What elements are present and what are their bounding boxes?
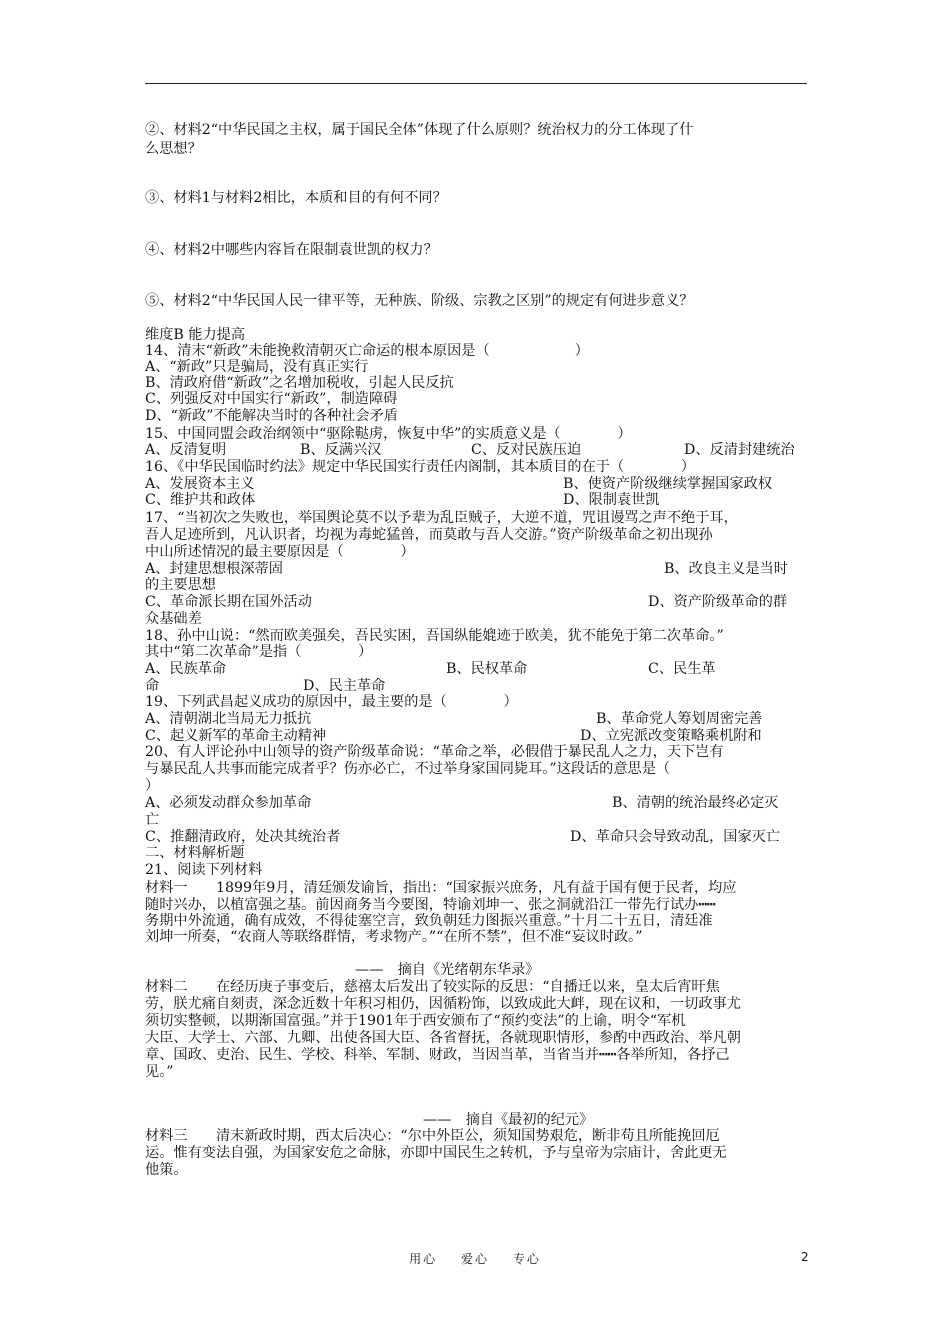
q19-option-d: D、立宪派改变策略乘机附和 xyxy=(580,728,762,744)
question-5: ⑤、材料2“中华民国人民一律平等，无种族、阶级、宗教之区别”的规定有何进步意义？ xyxy=(145,293,694,309)
q15-option-d: D、反清封建统治 xyxy=(684,442,795,458)
q18-option-c-cont: 命 xyxy=(145,678,160,694)
q15-option-a: A、反清复明 xyxy=(145,442,227,458)
q17-option-c: C、革命派长期在国外活动 xyxy=(145,594,312,610)
q20-option-b-cont: 亡 xyxy=(145,812,160,828)
question-4: ④、材料2中哪些内容旨在限制袁世凯的权力？ xyxy=(145,242,438,258)
material3-line1: 材料三 清末新政时期，西太后决心：“尔中外臣公，须知国势艰危，断非苟且所能挽回厄 xyxy=(145,1128,720,1144)
q14-option-d: D、“新政”不能解决当时的各种社会矛盾 xyxy=(145,408,398,424)
q17-line2: 吾人足迹所到，凡认识者，均视为毒蛇猛兽，而莫敢与吾人交游。”资产阶级革命之初出现孙 xyxy=(145,527,713,543)
q16-option-a: A、发展资本主义 xyxy=(145,476,255,492)
q20-option-b: B、清朝的统治最终必定灭 xyxy=(612,795,779,811)
q14-stem: 14、清末“新政”未能挽救清朝灭亡命运的根本原因是（ ） xyxy=(145,343,589,359)
header-rule xyxy=(145,83,807,84)
q18-line1: 18、孙中山说：“然而欧美强矣，吾民实困，吾国纵能媲迹于欧美，犹不能免于第二次革命。” xyxy=(145,628,724,644)
q20-option-d: D、革命只会导致动乱，国家灭亡 xyxy=(570,829,781,845)
material1-source: —— 摘自《光绪朝东华录》 xyxy=(355,962,540,978)
q19-stem: 19、下列武昌起义成功的原因中，最主要的是（ ） xyxy=(145,694,518,710)
material1-line2: 随时兴办，以植富强之基。前因商务当今要图，特谕刘坤一、张之洞就沿江一带先行试办┅┅ xyxy=(145,897,716,913)
q18-line2: 其中“第二次革命”是指（ ） xyxy=(145,644,373,660)
q16-option-d: D、限制袁世凯 xyxy=(563,492,660,508)
q17-option-b-cont: 的主要思想 xyxy=(145,577,216,593)
material2-line4: 大臣、大学士、六部、九卿、出使各国大臣、各省督抚，各就现职情形，参酌中西政治、举凡朝 xyxy=(145,1030,741,1046)
q20-line2: 与暴民乱人共事而能完成者乎？伤亦必亡，不过举身家国同毙耳。”这段话的意思是（ xyxy=(145,761,671,777)
material2-line6: 见。” xyxy=(145,1064,174,1080)
page-number: 2 xyxy=(801,1250,809,1264)
material1-line1: 材料一 1899年9月，清廷颁发谕旨，指出：“国家振兴庶务，凡有益于国有便于民者，均应 xyxy=(145,880,737,896)
q20-line1: 20、有人评论孙中山领导的资产阶级革命说：“革命之举，必假借于暴民乱人之力，天下岂有 xyxy=(145,744,724,760)
q17-line1: 17、“当初次之失败也，举国舆论莫不以予辈为乱臣贼子，大逆不道，咒诅谩骂之声不绝于耳， xyxy=(145,510,738,526)
material3-line2: 运。惟有变法自强，为国家安危之命脉，亦即中国民生之转机，予与皇帝为宗庙计，舍此更无 xyxy=(145,1145,727,1161)
q20-line3: ） xyxy=(145,778,160,794)
section-two-heading: 二、材料解析题 xyxy=(145,845,245,861)
footer-word-1: 用心 xyxy=(409,1252,438,1266)
q20-option-c: C、推翻清政府，处决其统治者 xyxy=(145,829,341,845)
q16-option-b: B、使资产阶级继续掌握国家政权 xyxy=(563,476,773,492)
material2-line3: 须切实整顿，以期渐国富强。”并于1901年于西安颁布了“预约变法”的上谕，明令“军机 xyxy=(145,1013,686,1029)
q19-option-b: B、革命党人筹划周密完善 xyxy=(596,711,763,727)
q18-option-b: B、民权革命 xyxy=(446,661,528,677)
q17-option-a: A、封建思想根深蒂固 xyxy=(145,561,283,577)
q17-line3: 中山所述情况的最主要原因是（ ） xyxy=(145,544,415,560)
footer-word-3: 专心 xyxy=(512,1252,541,1266)
q20-option-a: A、必须发动群众参加革命 xyxy=(145,795,312,811)
material2-line5: 章、国政、吏治、民生、学校、科举、军制、财政，当因当革，当省当并┅┅各举所知，各抒己 xyxy=(145,1047,730,1063)
material1-line4: 刘坤一所奏，“农商人等联络群情，考求物产。”“在所不禁”，但不准“妄议时政。” xyxy=(145,929,643,945)
q17-option-d-cont: 众基础差 xyxy=(145,611,202,627)
material3-line3: 他策。 xyxy=(145,1162,188,1178)
footer-word-2: 爱心 xyxy=(460,1252,489,1266)
question-2-line2: 么思想？ xyxy=(145,141,202,157)
q19-option-a: A、清朝湖北当局无力抵抗 xyxy=(145,711,312,727)
material1-line3: 务期中外流通，确有成效，不得徒塞空言，致负朝廷力图振兴重意。”十月二十五日，清廷准 xyxy=(145,913,713,929)
material2-line2: 劳，朕尤痛自刻责，深念近数十年积习相仍，因循粉饰，以致成此大衅，现在议和，一切政事尤 xyxy=(145,996,741,1012)
q16-option-c: C、维护共和政体 xyxy=(145,492,256,508)
material2-source: —— 摘自《最初的纪元》 xyxy=(423,1112,594,1128)
q14-option-c: C、列强反对中国实行“新政”，制造障碍 xyxy=(145,391,398,407)
question-3: ③、材料1与材料2相比，本质和目的有何不同？ xyxy=(145,190,447,206)
q21-title: 21、阅读下列材料 xyxy=(145,862,263,878)
q14-option-a: A、“新政”只是骗局，没有真正实行 xyxy=(145,359,369,375)
question-2-line1: ②、材料2“中华民国之主权，属于国民全体”体现了什么原则？统治权力的分工体现了什 xyxy=(145,122,694,138)
section-b-heading: 维度B 能力提高 xyxy=(145,327,246,343)
q18-option-c: C、民生革 xyxy=(648,661,716,677)
q18-option-a: A、民族革命 xyxy=(145,661,227,677)
q17-option-d: D、资产阶级革命的群 xyxy=(648,594,788,610)
q16-stem: 16、《中华民国临时约法》规定中华民国实行责任内阁制，其本质目的在于（ ） xyxy=(145,459,696,475)
q15-option-b: B、反满兴汉 xyxy=(300,442,382,458)
q14-option-b: B、清政府借“新政”之名增加税收，引起人民反抗 xyxy=(145,375,454,391)
q19-option-c: C、起义新军的革命主动精神 xyxy=(145,728,327,744)
material2-line1: 材料二 在经历庚子事变后，慈禧太后发出了较实际的反思：“自播迁以来，皇太后宵旰焦 xyxy=(145,979,720,995)
q15-stem: 15、中国同盟会政治纲领中“驱除鞑虏，恢复中华”的实质意义是（ ） xyxy=(145,426,632,442)
q15-option-c: C、反对民族压迫 xyxy=(471,442,582,458)
q18-option-d: D、民主革命 xyxy=(303,678,386,694)
q17-option-b: B、改良主义是当时 xyxy=(664,561,788,577)
